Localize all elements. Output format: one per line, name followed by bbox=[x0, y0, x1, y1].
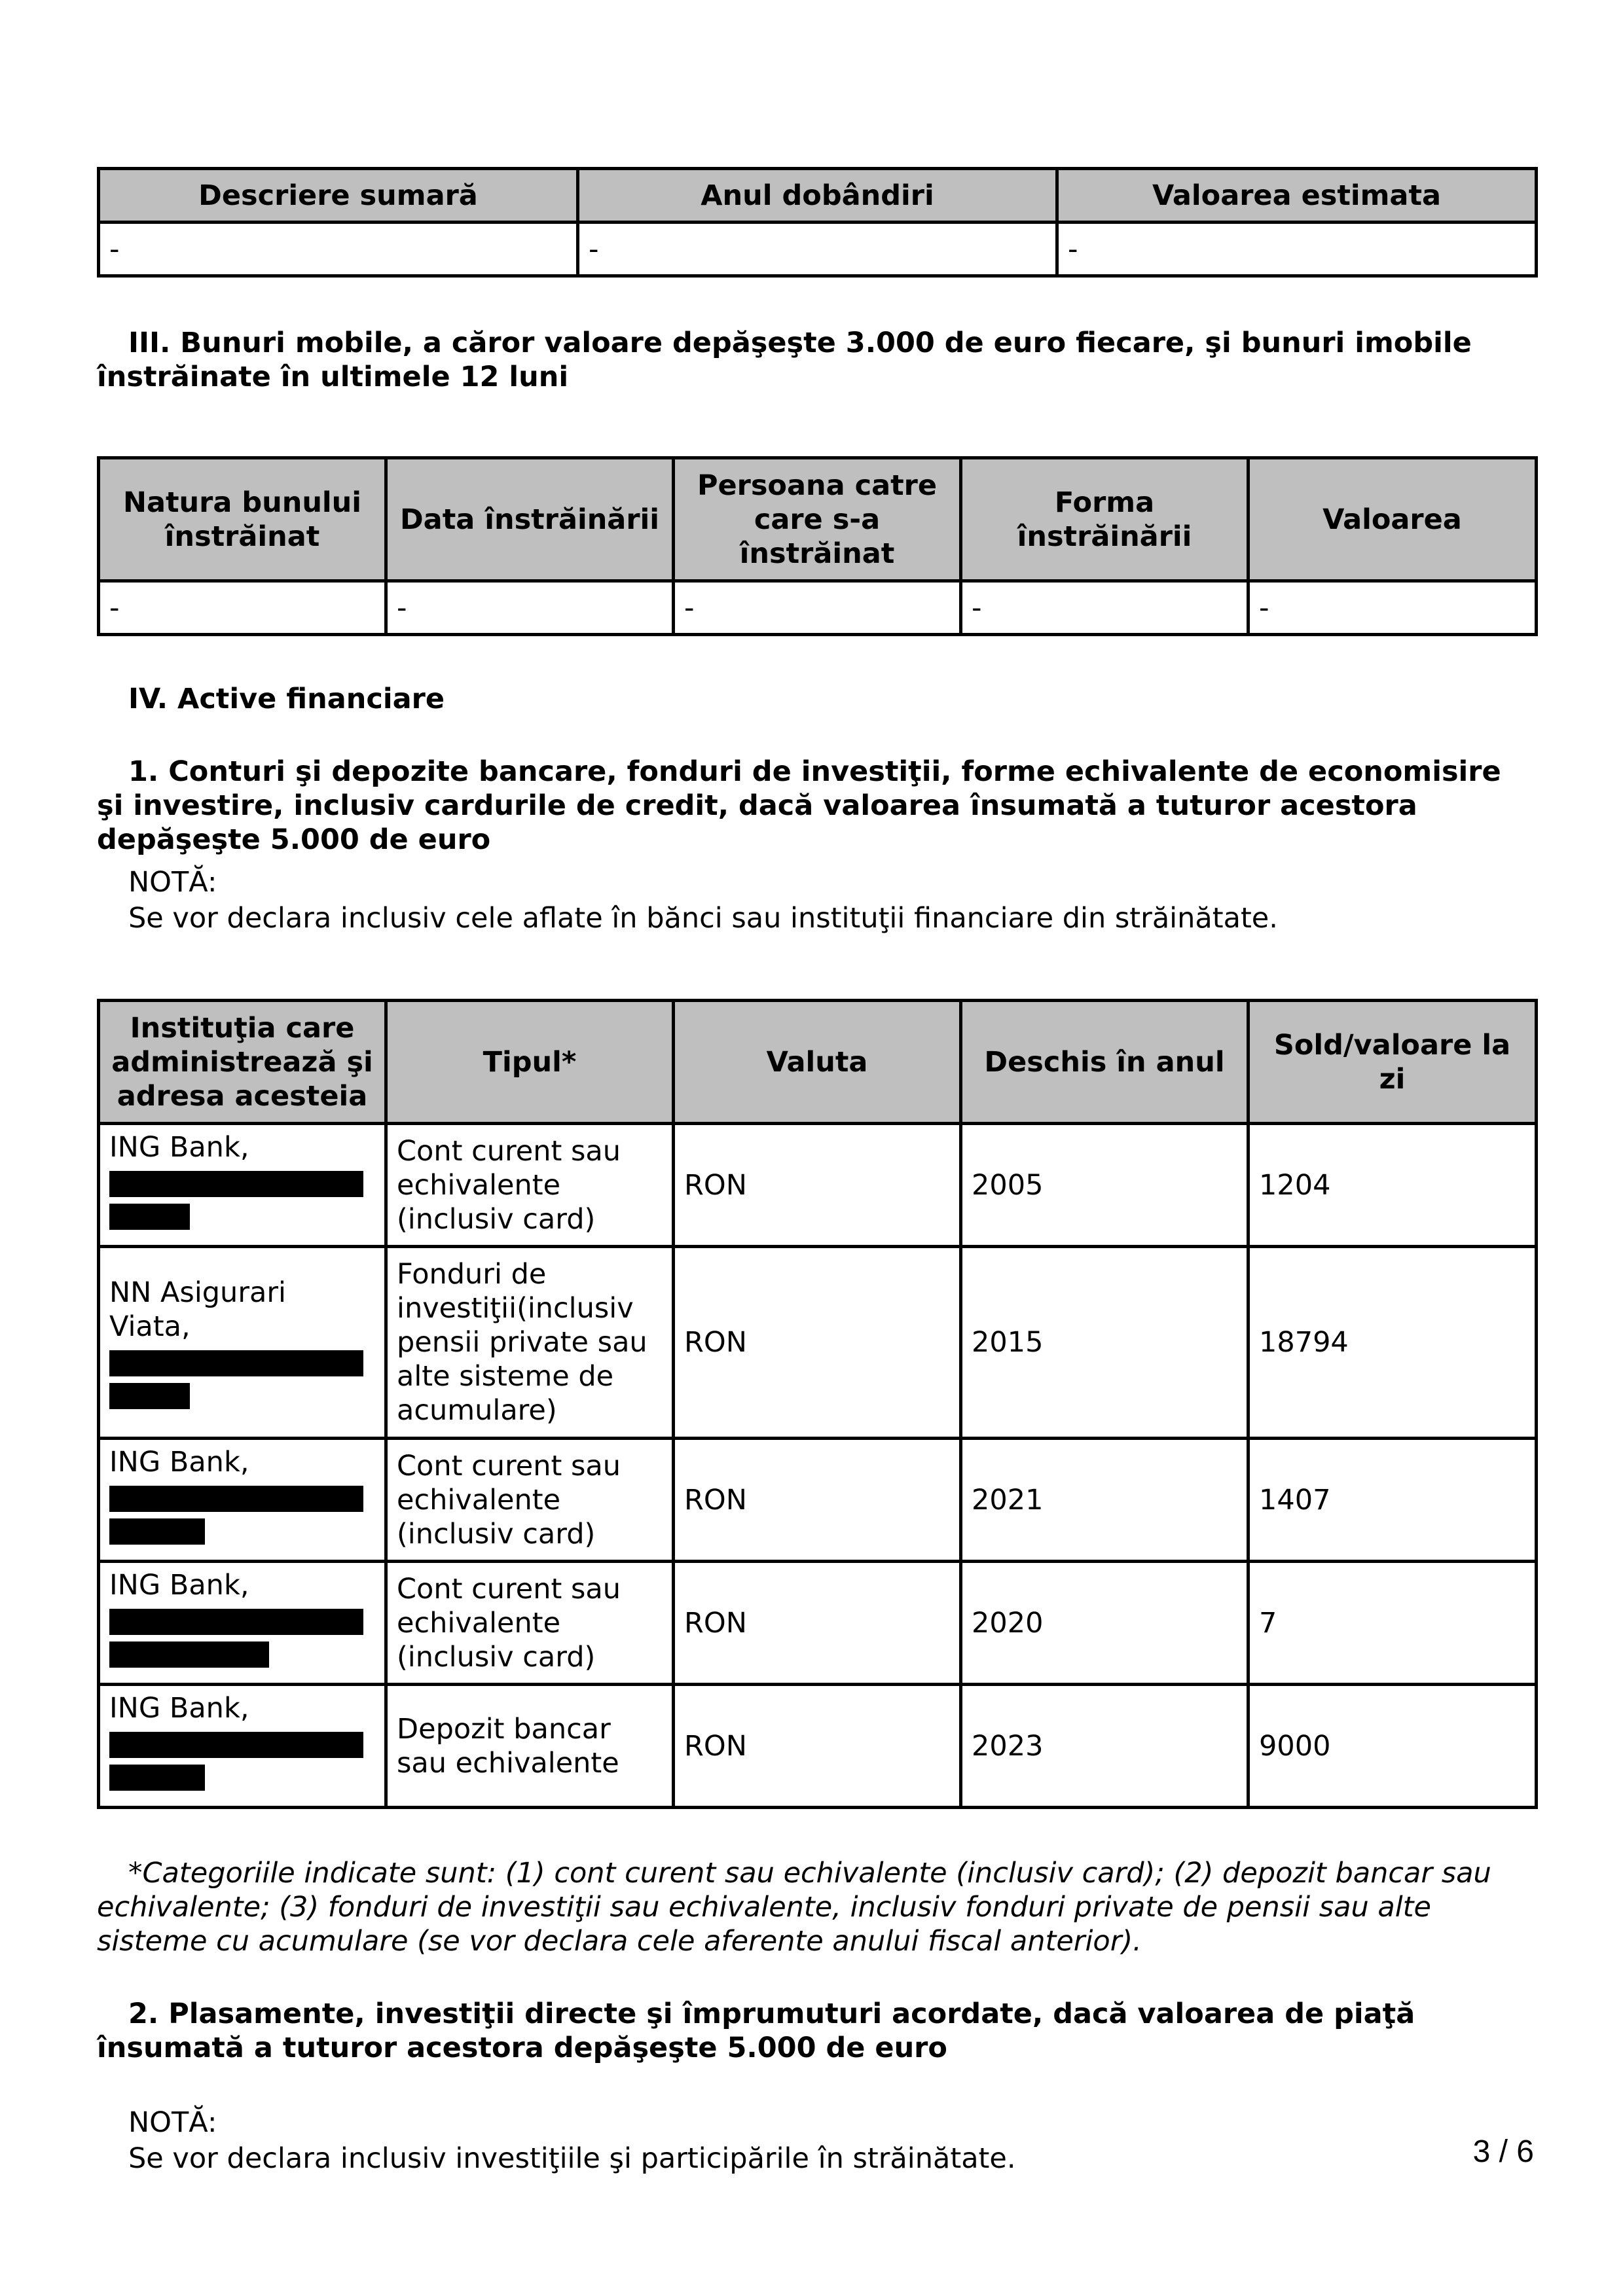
redaction-bar bbox=[109, 1609, 363, 1635]
institution-name: ING Bank, bbox=[109, 1131, 249, 1164]
note-label: NOTĂ: bbox=[128, 2106, 217, 2139]
redaction-bar bbox=[109, 1486, 363, 1512]
header-tipul: Tipul* bbox=[386, 1001, 674, 1124]
table-summary bbox=[97, 167, 1538, 278]
institution-cell bbox=[99, 1562, 386, 1685]
table-bank-accounts bbox=[97, 999, 1538, 1809]
balance-cell: 18794 bbox=[1249, 1247, 1537, 1439]
table-row bbox=[99, 1247, 1537, 1439]
currency-cell: RON bbox=[674, 1439, 961, 1562]
header-persoana: Persoana catre care s-a înstrăinat bbox=[674, 458, 961, 581]
currency-cell: RON bbox=[674, 1247, 961, 1439]
table-cell: - bbox=[99, 581, 386, 635]
header-forma: Forma înstrăinării bbox=[961, 458, 1249, 581]
table-cell: - bbox=[674, 581, 961, 635]
year-cell: 2021 bbox=[961, 1439, 1249, 1562]
header-valoarea: Valoarea bbox=[1249, 458, 1537, 581]
table-cell: - bbox=[578, 223, 1057, 276]
type-cell: Cont curent sau echivalente (inclusiv card) bbox=[386, 1124, 674, 1247]
institution-name: NN Asigurari Viata, bbox=[109, 1276, 286, 1343]
institution-cell bbox=[99, 1439, 386, 1562]
subsection-2-heading: 2. Plasamente, investiţii directe şi împrumuturi acordate, dacă valoarea de piaţă însumată a tuturor acestora depăşeşte 5.000 de euro bbox=[97, 1998, 1415, 2064]
type-cell: Cont curent sau echivalente (inclusiv card) bbox=[386, 1562, 674, 1685]
header-anul: Anul dobândiri bbox=[578, 169, 1057, 223]
table-row bbox=[99, 1439, 1537, 1562]
table-footnote: *Categoriile indicate sunt: (1) cont curent sau echivalente (inclusiv card); (2) depozit bancar sau echivalente; (3) fonduri de investiţii sau echivalente, inclusiv fonduri private de pensii sau alte sisteme cu acumulare (se vor declara cele aferente anului fiscal anterior). bbox=[97, 1857, 1491, 1958]
redaction-bar bbox=[109, 1641, 269, 1668]
table-cell: - bbox=[1057, 223, 1537, 276]
balance-cell: 9000 bbox=[1249, 1685, 1537, 1808]
institution-cell bbox=[99, 1124, 386, 1247]
table-cell: - bbox=[99, 223, 578, 276]
section-4-heading: IV. Active financiare bbox=[128, 683, 445, 715]
currency-cell: RON bbox=[674, 1124, 961, 1247]
redaction-bar bbox=[109, 1383, 190, 1409]
year-cell: 2023 bbox=[961, 1685, 1249, 1808]
subsection-1-heading: 1. Conturi şi depozite bancare, fonduri de investiţii, forme echivalente de economisire şi investire, inclusiv cardurile de credit, dacă valoarea însumată a tuturor acestora depăşeşte 5.000 de euro bbox=[97, 755, 1501, 856]
redaction-bar bbox=[109, 1171, 363, 1197]
year-cell: 2015 bbox=[961, 1247, 1249, 1439]
page-number: 3 / 6 bbox=[1472, 2134, 1534, 2169]
note-text: Se vor declara inclusiv cele aflate în bănci sau instituţii financiare din străinătate. bbox=[128, 902, 1278, 935]
header-deschis: Deschis în anul bbox=[961, 1001, 1249, 1124]
institution-name: ING Bank, bbox=[109, 1569, 249, 1602]
type-cell: Cont curent sau echivalente (inclusiv card) bbox=[386, 1439, 674, 1562]
redaction-bar bbox=[109, 1732, 363, 1758]
table-cell: - bbox=[961, 581, 1249, 635]
institution-name: ING Bank, bbox=[109, 1446, 249, 1479]
table-alienated-assets bbox=[97, 456, 1538, 636]
table-row bbox=[99, 1685, 1537, 1808]
table-cell: - bbox=[1249, 581, 1537, 635]
balance-cell: 1407 bbox=[1249, 1439, 1537, 1562]
header-valoarea: Valoarea estimata bbox=[1057, 169, 1537, 223]
header-sold: Sold/valoare la zi bbox=[1249, 1001, 1537, 1124]
institution-cell bbox=[99, 1247, 386, 1439]
header-institutia: Instituţia care administrează şi adresa acesteia bbox=[99, 1001, 386, 1124]
redaction-bar bbox=[109, 1765, 205, 1791]
balance-cell: 7 bbox=[1249, 1562, 1537, 1685]
year-cell: 2020 bbox=[961, 1562, 1249, 1685]
header-descriere: Descriere sumară bbox=[99, 169, 578, 223]
table-cell: - bbox=[386, 581, 674, 635]
redaction-bar bbox=[109, 1350, 363, 1376]
table-row bbox=[99, 1124, 1537, 1247]
note-label: NOTĂ: bbox=[128, 866, 217, 899]
institution-name: ING Bank, bbox=[109, 1692, 249, 1725]
type-cell: Depozit bancar sau echivalente bbox=[386, 1685, 674, 1808]
balance-cell: 1204 bbox=[1249, 1124, 1537, 1247]
year-cell: 2005 bbox=[961, 1124, 1249, 1247]
currency-cell: RON bbox=[674, 1685, 961, 1808]
note-text: Se vor declara inclusiv investiţiile şi participările în străinătate. bbox=[128, 2142, 1016, 2175]
type-cell: Fonduri de investiţii(inclusiv pensii private sau alte sisteme de acumulare) bbox=[386, 1247, 674, 1439]
table-row bbox=[99, 1562, 1537, 1685]
section-3-heading: III. Bunuri mobile, a căror valoare depăşeşte 3.000 de euro fiecare, şi bunuri imobile înstrăinate în ultimele 12 luni bbox=[97, 327, 1472, 393]
institution-cell bbox=[99, 1685, 386, 1808]
redaction-bar bbox=[109, 1204, 190, 1230]
redaction-bar bbox=[109, 1518, 205, 1545]
header-natura: Natura bunului înstrăinat bbox=[99, 458, 386, 581]
currency-cell: RON bbox=[674, 1562, 961, 1685]
header-data: Data înstrăinării bbox=[386, 458, 674, 581]
header-valuta: Valuta bbox=[674, 1001, 961, 1124]
